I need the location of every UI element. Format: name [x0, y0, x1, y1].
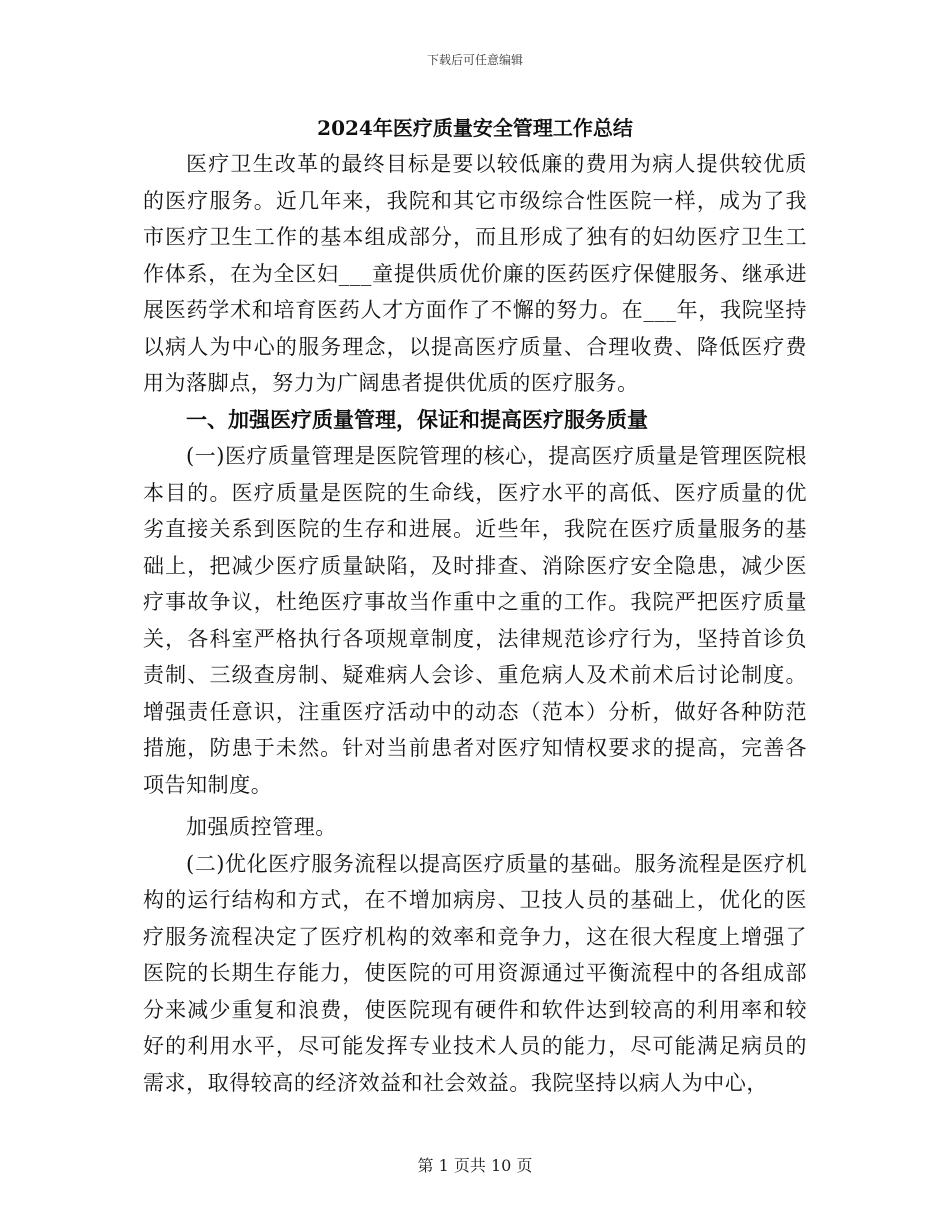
document-title: 2024年医疗质量安全管理工作总结: [317, 116, 633, 140]
page-footer: 第 1 页共 10 页: [417, 1156, 533, 1175]
section-heading-1: 一、加强医疗质量管理，保证和提高医疗服务质量: [186, 406, 648, 432]
document-body: [143, 110, 807, 1101]
paragraph-quality-control: 加强质控管理。: [186, 815, 337, 839]
paragraph-intro: 医疗卫生改革的最终目标是要以较低廉的费用为病人提供较优质的医疗服务。近几年来，我院和其它市级综合性医院一样，成为了我市医疗卫生工作的基本组成部分，而且形成了独有的妇幼医疗卫生工作体系，在为全区妇___童提供质优价廉的医药医疗保健服务、继承进展医药学术和培育医药人才方面作了不懈的努力。在___年，我院坚持以病人为中心的服务理念，以提高医疗质量、合理收费、降低医疗费用为落脚点，努力为广阔患者提供优质的医疗服务。: [143, 152, 807, 395]
paragraph-service-process: (二)优化医疗服务流程以提高医疗质量的基础。服务流程是医疗机构的运行结构和方式，在不增加病房、卫技人员的基础上，优化的医疗服务流程决定了医疗机构的效率和竞争力，这在很大程度上增强了医院的长期生存能力，使医院的可用资源通过平衡流程中的各组成部分来减少重复和浪费，使医院现有硬件和软件达到较高的利用率和较好的利用水平，尽可能发挥专业技术人员的能力，尽可能满足病员的需求，取得较高的经济效益和社会效益。我院坚持以病人为中心，: [143, 851, 807, 1095]
header-note: 下载后可任意编辑: [426, 53, 523, 67]
paragraph-quality-management: (一)医疗质量管理是医院管理的核心，提高医疗质量是管理医院根本目的。医疗质量是医院的生命线，医疗水平的高低、医疗质量的优劣直接关系到医院的生存和进展。近些年，我院在医疗质量服务的基础上，把减少医疗质量缺陷，及时排查、消除医疗安全隐患，减少医疗事故争议，杜绝医疗事故当作重中之重的工作。我院严把医疗质量关，各科室严格执行各项规章制度，法律规范诊疗行为，坚持首诊负责制、三级查房制、疑难病人会诊、重危病人及术前术后讨论制度。增强责任意识，注重医疗活动中的动态（范本）分析，做好各种防范措施，防患于未然。针对当前患者对医疗知情权要求的提高，完善各项告知制度。: [143, 444, 807, 797]
